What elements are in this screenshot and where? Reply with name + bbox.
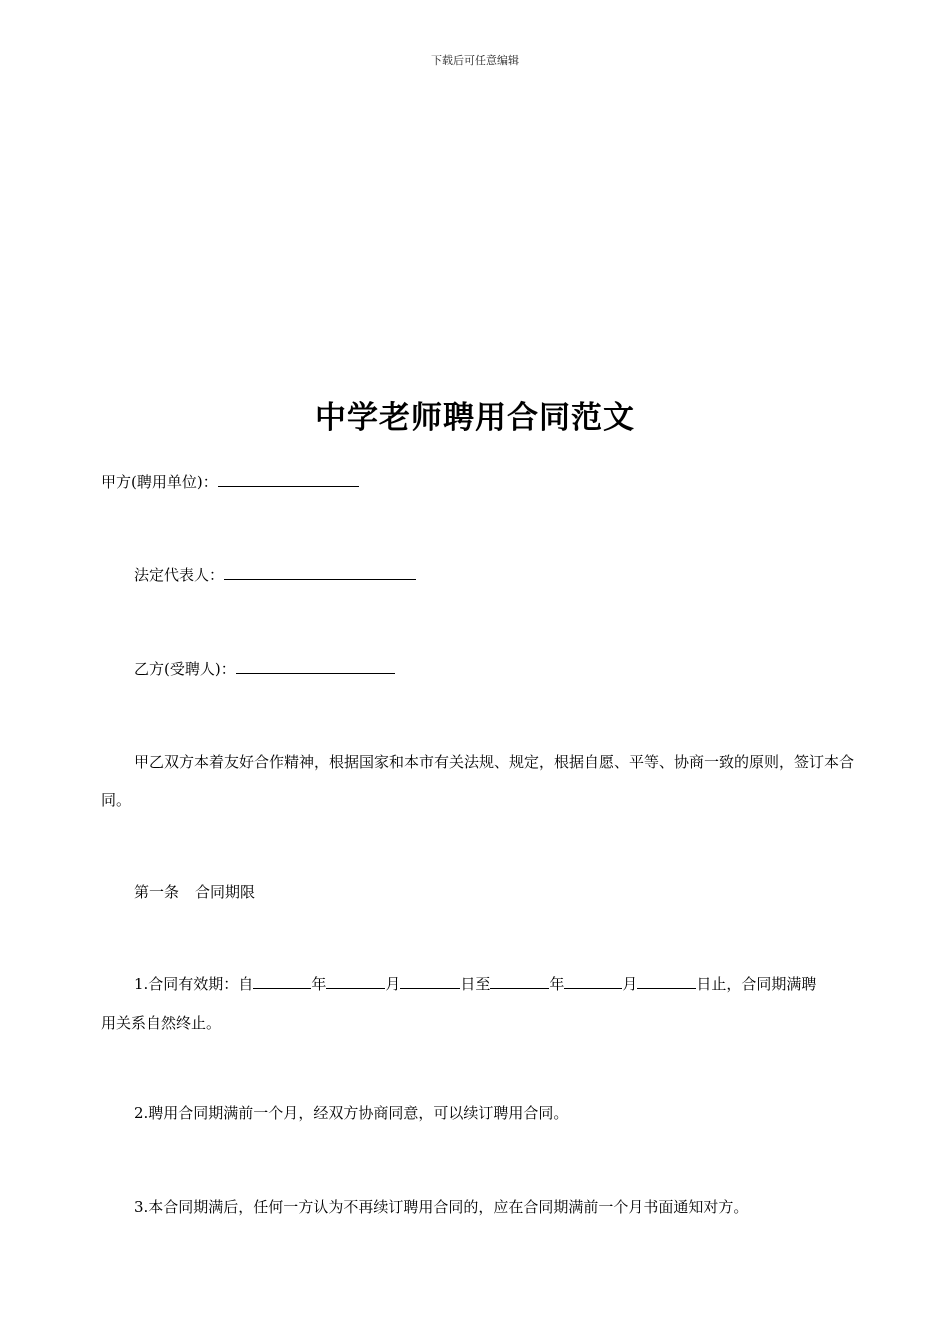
- end-day-blank[interactable]: [637, 974, 696, 989]
- start-year-blank[interactable]: [253, 974, 311, 989]
- legal-rep-line: [134, 556, 416, 594]
- party-b-line: [134, 650, 395, 688]
- clause-1-prefix: 1.合同有效期：自: [134, 975, 254, 993]
- start-day-blank[interactable]: [400, 974, 460, 989]
- clause-1-unit-5: 月: [622, 975, 638, 993]
- party-a-blank[interactable]: [218, 472, 359, 487]
- clause-3: 3.本合同期满后，任何一方认为不再续订聘用合同的，应在合同期满前一个月书面通知对方。: [134, 1198, 749, 1216]
- article-1-heading: [134, 873, 255, 911]
- clause-1-continuation: 用关系自然终止。: [101, 1014, 222, 1032]
- clause-1-unit-4: 年: [549, 975, 565, 993]
- clause-1-unit-1: 年: [311, 975, 327, 993]
- clause-1-line: [134, 965, 816, 1003]
- clause-1-unit-3: 日至: [460, 975, 491, 993]
- end-year-blank[interactable]: [490, 974, 549, 989]
- legal-rep-label: 法定代表人：: [134, 566, 225, 584]
- party-a-label: 甲方(聘用单位)：: [101, 473, 218, 491]
- legal-rep-blank[interactable]: [224, 565, 416, 580]
- clause-1-unit-6: 日止，合同期满聘: [696, 975, 817, 993]
- document-title: 中学老师聘用合同范文: [315, 400, 635, 436]
- header-note: 下载后可任意编辑: [431, 54, 519, 67]
- intro-paragraph: 甲乙双方本着友好合作精神，根据国家和本市有关法规、规定，根据自愿、平等、协商一致的原则，签订本合同。: [101, 753, 855, 809]
- start-month-blank[interactable]: [326, 974, 385, 989]
- party-b-label: 乙方(受聘人)：: [134, 660, 236, 678]
- clause-2: 2.聘用合同期满前一个月，经双方协商同意，可以续订聘用合同。: [134, 1104, 569, 1122]
- party-a-line: [101, 463, 359, 501]
- party-b-blank[interactable]: [236, 659, 395, 674]
- article-1-number: 第一条: [134, 883, 180, 901]
- clause-1-unit-2: 月: [385, 975, 401, 993]
- end-month-blank[interactable]: [564, 974, 622, 989]
- article-1-title: 合同期限: [195, 883, 256, 901]
